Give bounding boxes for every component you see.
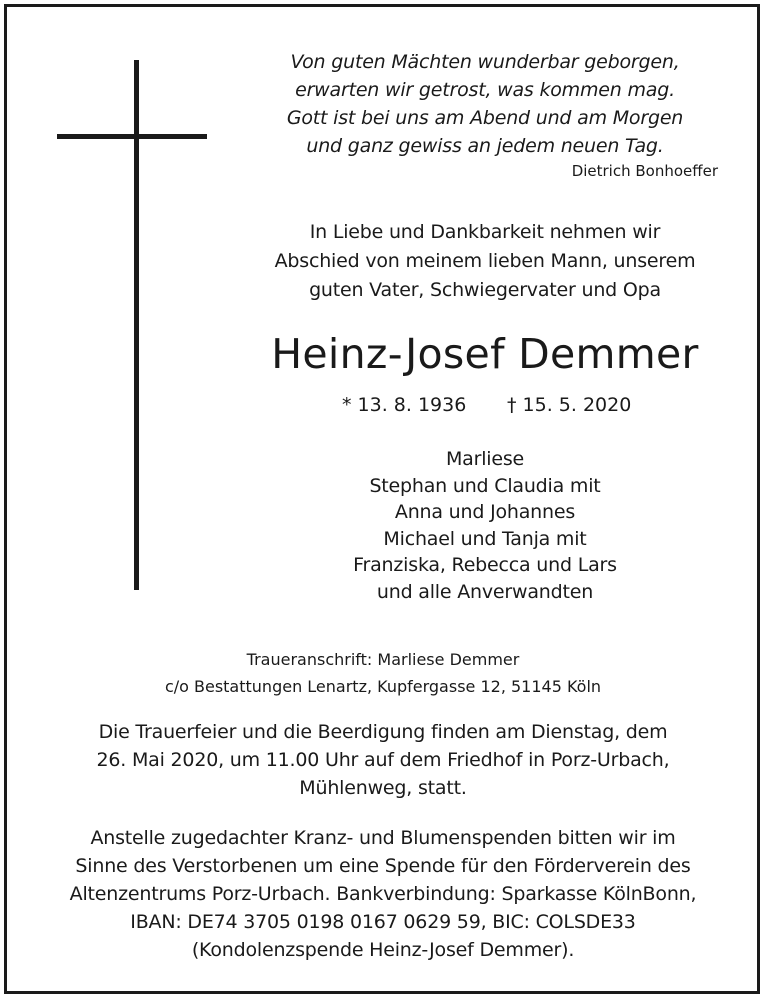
address-line: Traueranschrift: Marliese Demmer [246,650,520,669]
donation-request [30,824,736,964]
quote-line: Von guten Mächten wunderbar geborgen, [290,51,680,73]
ceremony-line: 26. Mai 2020, um 11.00 Uhr auf dem Friedhof in Porz-Urbach, [96,749,670,771]
mourner-line: und alle Anverwandten [376,580,594,603]
birth-date: * 13. 8. 1936 [342,394,467,416]
ceremony-line: Mühlenweg, statt. [299,777,467,799]
intro-line: guten Vater, Schwiegervater und Opa [309,279,661,301]
ceremony-line: Die Trauerfeier und die Beerdigung finden am Dienstag, dem [98,721,668,743]
mourner-line: Marliese [445,448,525,470]
cross-vertical-bar [134,60,139,590]
donation-line: Anstelle zugedachter Kranz- und Blumenspenden bitten wir im [90,827,676,849]
mourner-line: Michael und Tanja mit [383,527,587,550]
mourning-address [60,646,706,700]
deceased-name: Heinz-Josef Demmer [271,330,699,378]
donation-line: Sinne des Verstorbenen um eine Spende für den Förderverein des [75,855,691,877]
cross-horizontal-bar [57,134,207,139]
mourners-list [250,446,720,605]
quote-line: und ganz gewiss an jedem neuen Tag. [306,135,664,157]
donation-line: Altenzentrums Porz-Urbach. Bankverbindung: Sparkasse KölnBonn, [69,883,697,905]
donation-line: (Kondolenzspende Heinz-Josef Demmer). [191,939,575,961]
quote-author: Dietrich Bonhoeffer [571,162,718,180]
mourner-line: Franziska, Rebecca und Lars [353,554,617,576]
farewell-intro [250,218,720,305]
intro-line: In Liebe und Dankbarkeit nehmen wir [309,221,661,243]
quote-line: Gott ist bei uns am Abend und am Morgen [286,107,684,129]
address-line: c/o Bestattungen Lenartz, Kupfergasse 12, 51145 Köln [164,677,602,696]
quote-line: erwarten wir getrost, was kommen mag. [295,79,675,101]
bonhoeffer-quote [250,48,720,160]
funeral-ceremony-info [30,718,736,802]
mourner-line: Anna und Johannes [394,501,576,523]
intro-line: Abschied von meinem lieben Mann, unserem [274,250,696,272]
donation-line: IBAN: DE74 3705 0198 0167 0629 59, BIC: COLSDE33 [130,911,636,933]
mourner-line: Stephan und Claudia mit [369,474,601,497]
death-date: † 15. 5. 2020 [507,394,632,416]
